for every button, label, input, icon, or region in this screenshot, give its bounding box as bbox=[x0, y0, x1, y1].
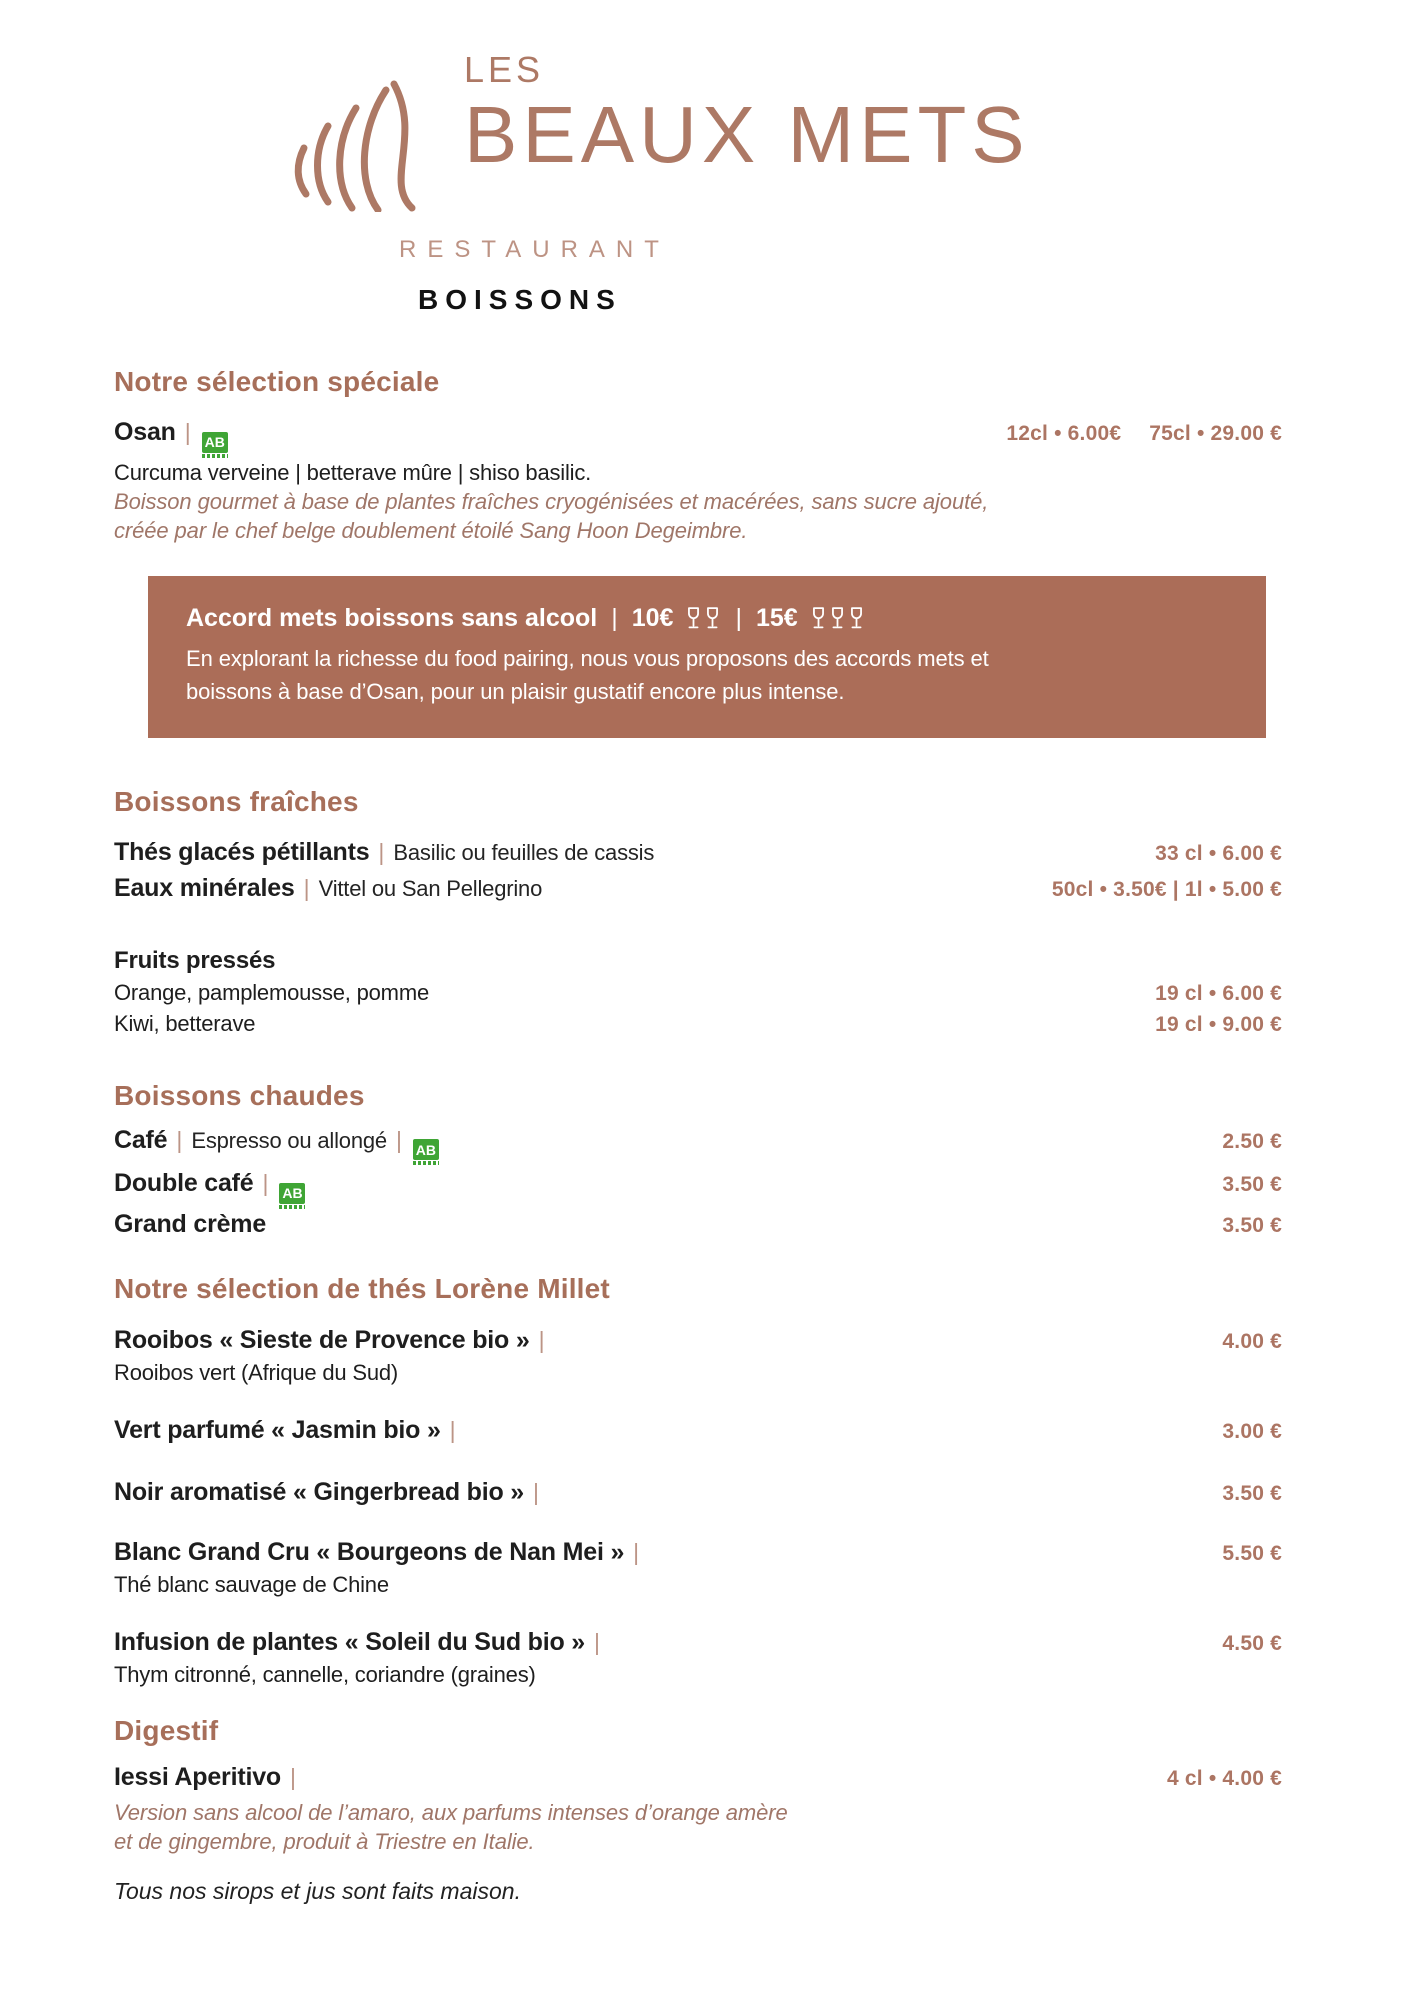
section-heading-thes: Notre sélection de thés Lorène Millet bbox=[114, 1272, 610, 1304]
item-price: 19 cl • 9.00 € bbox=[1155, 1012, 1282, 1036]
menu-item-vert-parfume bbox=[114, 1415, 1282, 1449]
menu-item-osan bbox=[114, 416, 1282, 458]
item-price: 19 cl • 6.00 € bbox=[1155, 981, 1282, 1005]
menu-item-infusion bbox=[114, 1627, 1282, 1661]
item-name: Noir aromatisé « Gingerbread bio » bbox=[114, 1477, 524, 1506]
item-description: Vittel ou San Pellegrino bbox=[318, 875, 543, 901]
item-description: Basilic ou feuilles de cassis bbox=[393, 839, 655, 865]
wine-glass-icon bbox=[848, 606, 865, 630]
item-description: Rooibos vert (Afrique du Sud) bbox=[114, 1359, 399, 1385]
separator: | bbox=[262, 1170, 269, 1196]
item-name: Rooibos « Sieste de Provence bio » bbox=[114, 1325, 530, 1354]
item-description: Thé blanc sauvage de Chine bbox=[114, 1571, 389, 1597]
menu-item-fruits-presses-1 bbox=[114, 978, 1282, 1009]
item-price: 4 cl • 4.00 € bbox=[1166, 1766, 1282, 1790]
item-price: 50cl • 3.50€ | 1l • 5.00 € bbox=[1051, 877, 1282, 901]
item-price: 33 cl • 6.00 € bbox=[1155, 841, 1282, 865]
item-note: et de gingembre, produit à Triestre en Italie. bbox=[114, 1828, 535, 1854]
separator: | bbox=[395, 1126, 402, 1153]
ab-organic-icon: AB bbox=[279, 1183, 305, 1209]
item-name: Thés glacés pétillants bbox=[114, 837, 370, 866]
brand-restaurant: RESTAURANT bbox=[399, 236, 670, 263]
menu bbox=[114, 366, 1282, 1906]
item-description: Thym citronné, cannelle, coriandre (graines) bbox=[114, 1661, 536, 1687]
item-name: Eaux minérales bbox=[114, 873, 295, 902]
menu-item-rooibos bbox=[114, 1325, 1282, 1359]
separator: | bbox=[303, 874, 310, 901]
two-glasses-icon bbox=[685, 606, 721, 630]
menu-item-thes-glaces bbox=[114, 836, 1282, 872]
item-description: Espresso ou allongé bbox=[191, 1127, 387, 1153]
item-note: créée par le chef belge doublement étoilé Sang Hoon Degeimbre. bbox=[114, 517, 748, 543]
menu-item-noir-aromatise bbox=[114, 1477, 1282, 1511]
separator: | bbox=[633, 1538, 640, 1565]
menu-item-iessi-aperitivo bbox=[114, 1762, 1282, 1796]
wine-glass-icon bbox=[810, 606, 827, 630]
separator: | bbox=[289, 1763, 296, 1790]
item-name: Iessi Aperitivo bbox=[114, 1762, 281, 1791]
item-price: 2.50 € bbox=[1222, 1129, 1282, 1153]
item-name: Infusion de plantes « Soleil du Sud bio » bbox=[114, 1627, 586, 1656]
separator: | bbox=[176, 1126, 183, 1153]
menu-item-grand-creme bbox=[114, 1209, 1282, 1241]
steam-waves-icon bbox=[288, 80, 438, 212]
brand-les: LES bbox=[464, 49, 545, 90]
separator: | bbox=[594, 1628, 600, 1655]
separator: | bbox=[538, 1326, 545, 1353]
item-price: 3.50 € bbox=[1222, 1173, 1282, 1196]
separator: | bbox=[611, 603, 618, 632]
separator: | bbox=[184, 419, 191, 445]
menu-item-fruits-presses-2 bbox=[114, 1009, 1282, 1040]
menu-item-eaux-minerales bbox=[114, 872, 1282, 908]
item-name: Osan bbox=[114, 418, 176, 446]
footer-note: Tous nos sirops et jus sont faits maison. bbox=[114, 1877, 521, 1904]
item-name: Orange, pamplemousse, pomme bbox=[114, 979, 429, 1005]
ab-organic-icon: AB bbox=[202, 432, 228, 458]
page-title: BOISSONS bbox=[418, 284, 622, 315]
item-price: 12cl • 6.00€ 75cl • 29.00 € bbox=[1006, 422, 1282, 445]
item-price: 4.50 € bbox=[1222, 1631, 1282, 1655]
item-price: 3.50 € bbox=[1222, 1481, 1282, 1505]
item-note: Version sans alcool de l’amaro, aux parfums intenses d’orange amère bbox=[114, 1799, 788, 1825]
section-heading-boissons-chaudes: Boissons chaudes bbox=[114, 1079, 365, 1111]
item-name: Double café bbox=[114, 1169, 254, 1197]
subheading-fruits-presses: Fruits pressés bbox=[114, 946, 276, 974]
ab-organic-icon: AB bbox=[413, 1139, 439, 1165]
separator: | bbox=[533, 1478, 539, 1505]
pairing-2-price: 10€ bbox=[631, 603, 674, 632]
separator: | bbox=[449, 1416, 456, 1443]
section-heading-boissons-fraiches: Boissons fraîches bbox=[114, 785, 359, 817]
item-price: 3.00 € bbox=[1222, 1419, 1282, 1443]
separator: | bbox=[378, 838, 385, 865]
pairing-banner-title: Accord mets boissons sans alcool | 10€ | 15€ bbox=[186, 603, 1236, 633]
item-name: Blanc Grand Cru « Bourgeons de Nan Mei » bbox=[114, 1537, 625, 1566]
separator: | bbox=[735, 603, 742, 632]
item-price: 5.50 € bbox=[1222, 1541, 1282, 1565]
section-heading-digestif: Digestif bbox=[114, 1714, 219, 1746]
section-heading-selection-speciale: Notre sélection spéciale bbox=[114, 366, 440, 397]
brand-logo bbox=[464, 49, 1030, 179]
item-name: Grand crème bbox=[114, 1209, 267, 1238]
wine-glass-icon bbox=[685, 606, 702, 630]
item-price: 4.00 € bbox=[1222, 1329, 1282, 1353]
wine-glass-icon bbox=[829, 606, 846, 630]
brand-beaux-mets: BEAUX METS bbox=[464, 90, 1030, 179]
pairing-3-price: 15€ bbox=[755, 603, 798, 632]
item-name: Vert parfumé « Jasmin bio » bbox=[114, 1415, 441, 1444]
item-name: Kiwi, betterave bbox=[114, 1010, 256, 1036]
wine-glass-icon bbox=[704, 606, 721, 630]
item-name: Café bbox=[114, 1125, 168, 1154]
pairing-banner-description: En explorant la richesse du food pairing, nous vous proposons des accords mets et boissons à base d’Osan, pour un plaisir gustatif encore plus intense. bbox=[186, 645, 989, 704]
menu-item-double-cafe bbox=[114, 1165, 1282, 1209]
three-glasses-icon bbox=[810, 606, 865, 630]
item-description: Curcuma verveine | betterave mûre | shiso basilic. bbox=[114, 459, 592, 485]
pairing-banner bbox=[148, 576, 1266, 738]
menu-item-cafe bbox=[114, 1122, 1282, 1166]
item-note: Boisson gourmet à base de plantes fraîches cryogénisées et macérées, sans sucre ajouté, bbox=[114, 488, 989, 514]
menu-item-blanc-grand-cru bbox=[114, 1537, 1282, 1571]
item-price: 3.50 € bbox=[1222, 1213, 1282, 1237]
